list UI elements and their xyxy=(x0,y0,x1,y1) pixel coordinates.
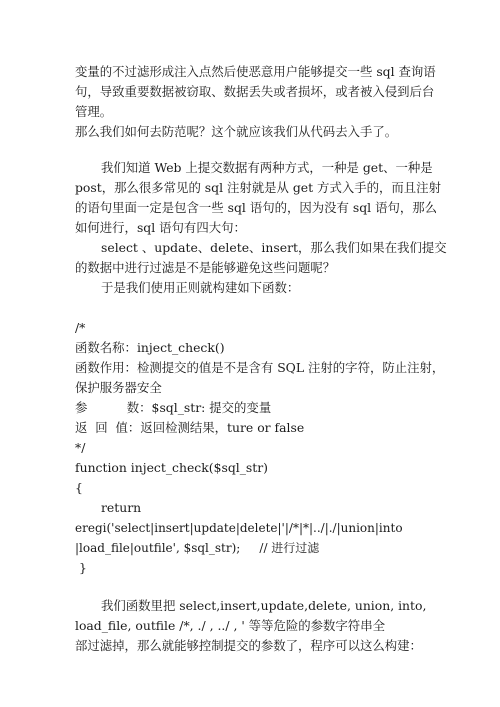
paragraph-line: 变量的不过滤形成注入点然后使恶意用户能够提交一些 sql 查询语 xyxy=(75,64,436,79)
code-line: function inject_check($sql_str) xyxy=(75,460,268,475)
paragraph-line: 如何进行，sql 语句有四大句： xyxy=(75,220,246,235)
code-line: |load_file|outfile', $sql_str); // 进行过滤 xyxy=(75,541,320,555)
paragraph-line: post，那么很多常见的 sql 注射就是从 get 方式入手的，而且注射 xyxy=(75,180,441,195)
code-line: return xyxy=(101,500,142,515)
code-line: 函数名称：inject_check() xyxy=(75,340,225,355)
code-line: */ xyxy=(75,440,86,455)
paragraph-line: 我们知道 Web 上提交数据有两种方式，一种是 get、一种是 xyxy=(101,160,433,175)
code-line: 保护服务器安全 xyxy=(75,380,162,395)
paragraph-line: 的语句里面一定是包含一些 sql 语句的，因为没有 sql 语句，那么 xyxy=(75,200,438,215)
paragraph-line: 于是我们使用正则就构建如下函数： xyxy=(101,280,300,295)
paragraph-line: 我们函数里把 select,insert,update,delete, union, into, xyxy=(101,598,427,613)
paragraph-line: select 、update、delete、insert，那么我们如果在我们提交 xyxy=(101,240,447,255)
code-line: { xyxy=(75,480,83,495)
code-line: 参 数：$sql_str: 提交的变量 xyxy=(75,400,272,415)
paragraph-line: 部过滤掉，那么就能够控制提交的参数了，程序可以这么构建： xyxy=(75,638,422,653)
paragraph-line: load_file, outfile /*, ./ , ../ , ' 等等危险的参数字符串全 xyxy=(75,618,385,633)
paragraph-line: 的数据中进行过滤是不是能够避免这些问题呢？ xyxy=(75,260,336,275)
code-line: 返 回 值：返回检测结果，ture or false xyxy=(75,420,305,435)
code-line: } xyxy=(79,560,87,575)
code-line: 函数作用：检测提交的值是不是含有 SQL 注射的字符，防止注射， xyxy=(75,360,445,375)
paragraph-line: 管理。 xyxy=(75,104,113,119)
paragraph-line: 那么我们如何去防范呢？这个就应该我们从代码去入手了。 xyxy=(75,124,398,139)
code-line: eregi('select|insert|update|delete|'|/*|*|../|./|union|into xyxy=(75,521,403,535)
paragraph-line: 句，导致重要数据被窃取、数据丢失或者损坏，或者被入侵到后台 xyxy=(75,84,435,99)
code-line: /* xyxy=(75,320,86,335)
